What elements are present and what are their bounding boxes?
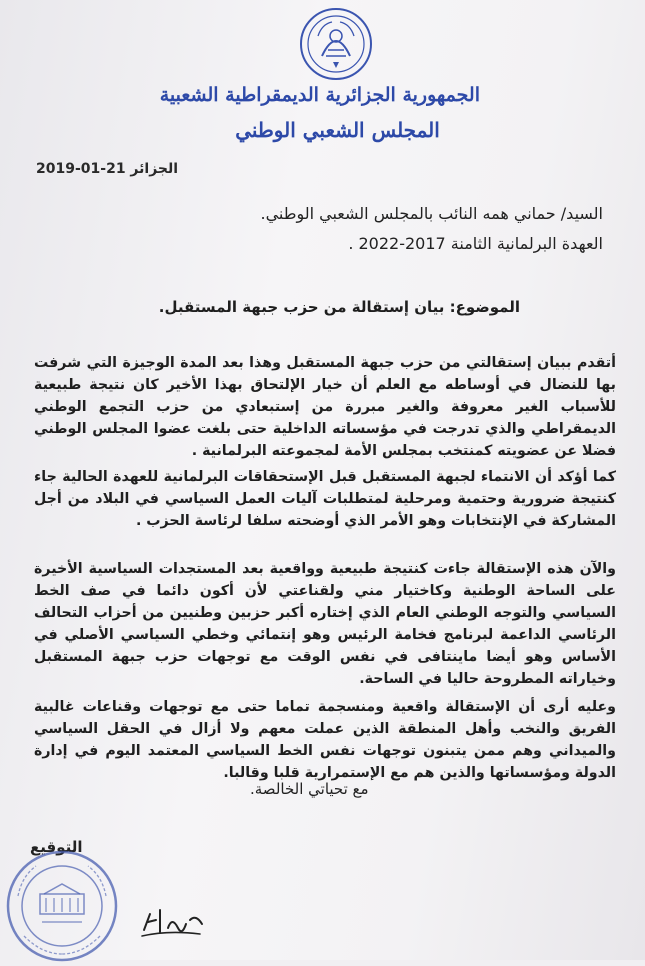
parliamentary-term: العهدة البرلمانية الثامنة 2017-2022 .: [348, 234, 603, 253]
official-stamp-icon: [2, 846, 122, 966]
letter-subject: الموضوع: بيان إستقالة من حزب جبهة المستقبل.: [158, 298, 520, 316]
paragraph-4: وعليه أرى أن الإستقالة واقعية ومنسجمة تماما حتى مع توجهات وقناعات غالبية الفريق والنخب وأهل المنطقة الذين عملت معهم ولا أزال في الحقل السياسي والميداني وهم ممن يتبنون توجهات نفس الخط السياسي المعتمد اليوم في إدارة الدولة ومؤسساتها والذين هم مع الإستمرارية قلبا وقالبا.: [34, 699, 616, 781]
handwritten-signature: [138, 900, 208, 944]
signature-label: التوقيع: [30, 838, 83, 856]
paragraph-3: والآن هذه الإستقالة جاءت كنتيجة طبيعية وواقعية بعد المستجدات السياسية الأخيرة على الساحة الوطنية وكاختيار مني ولقناعتي لأن أكون دائما في صف الخط السياسي والتوجه الوطني العام الذي إختاره أكبر حزبين وطنيين من أحزاب التحالف الرئاسي الداعمة لبرنامج فخامة الرئيس وهو إنتمائي وخطي السياسي الأصلي في الأساس وهو أيضا ماينتافى في نفس الوقت مع توجهات حزب جبهة المستقبل وخياراته المطروحة حاليا في الساحة.: [34, 561, 616, 687]
paragraph-2: كما أؤكد أن الانتماء لجبهة المستقبل قبل الإستحقاقات البرلمانية للعهدة الحالية جاء كنتيجة ضرورية وحتمية ومرحلية لمتطلبات آليات العمل السياسي في البلاد من أجل المشاركة في الإنتخابات وهو الأمر الذي أوضحته سلفا لرئاسة الحزب .: [34, 469, 616, 529]
paragraph-1: أتقدم ببيان إستقالتي من حزب جبهة المستقبل وهذا بعد المدة الوجيزة التي شرفت بها للنضال في أوساطه مع العلم أن خيار الإلتحاق بهذا الأخير كان نتيجة طبيعية للأسباب الغير معروفة والغير مبررة من إستبعادي من حزب التجمع الوطني الديمقراطي والذي تدرجت في مؤسساته الداخلية حتى بلغت عضوا المجلس الوطني فضلا عن عضويته كمنتخب بمجلس الأمة لمجموعته البرلمانية .: [34, 355, 616, 459]
assembly-heading: المجلس الشعبي الوطني: [235, 118, 440, 142]
republic-heading: الجمهورية الجزائرية الديمقراطية الشعبية: [159, 84, 480, 106]
state-emblem-icon: [298, 6, 374, 82]
letter-date: الجزائر 21-01-2019: [36, 161, 179, 177]
closing-greeting: مع تحياتي الخالصة.: [250, 780, 369, 798]
addressee-line: السيد/ حماني همه النائب بالمجلس الشعبي الوطني.: [260, 204, 603, 223]
